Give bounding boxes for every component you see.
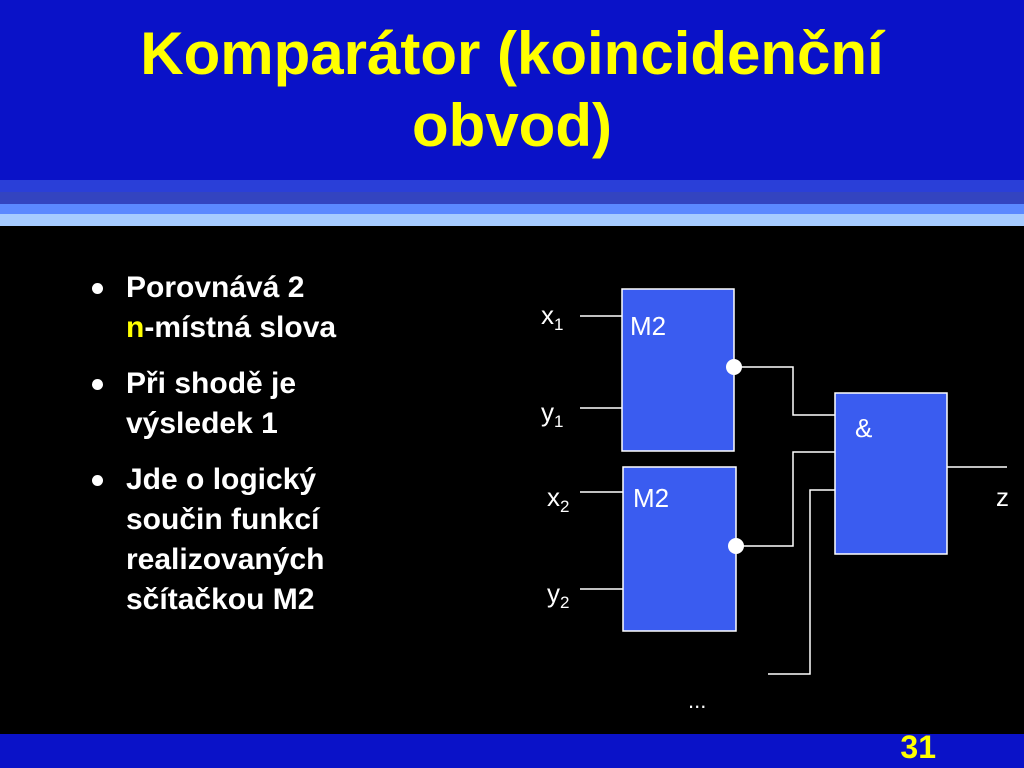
- and-block: [835, 393, 947, 554]
- bullet-accent-text: n: [126, 311, 145, 344]
- wire-m2-bottom-to-and: [736, 452, 835, 546]
- title-line-1: Komparátor (koincidenční: [140, 20, 884, 87]
- title-line-2: obvod): [412, 92, 612, 159]
- wire-extra-1: [768, 490, 835, 674]
- bullet-text-rest: -místná slova: [144, 311, 337, 344]
- ellipsis-label: ...: [688, 688, 707, 713]
- negation-dot-bottom: [728, 538, 744, 554]
- bullet-text: součin funkcí: [126, 503, 320, 536]
- bullet-text: výsledek 1: [126, 407, 278, 440]
- bullet-text: Porovnává 2: [126, 271, 305, 304]
- output-label-z: z: [996, 482, 1009, 512]
- bullet-text: realizovaných: [126, 543, 325, 576]
- footer-band: [0, 734, 1024, 768]
- bullet-text: sčítačkou M2: [126, 583, 315, 616]
- page-number: 31: [900, 729, 936, 765]
- m2-bottom-label: M2: [633, 483, 670, 513]
- input-label-x2: $x_2$: [547, 482, 570, 516]
- bullet-text: Při shodě je: [126, 367, 297, 400]
- m2-top-label: M2: [630, 311, 667, 341]
- input-label-x1: $x_1$: [541, 300, 564, 334]
- and-label: &: [855, 413, 873, 443]
- input-label-y2: $y_2$: [547, 578, 570, 612]
- input-label-y1: $y_1$: [541, 397, 564, 431]
- bullet-text: Jde o logický: [126, 463, 317, 496]
- negation-dot-top: [726, 359, 742, 375]
- wire-m2-top-to-and: [734, 367, 835, 415]
